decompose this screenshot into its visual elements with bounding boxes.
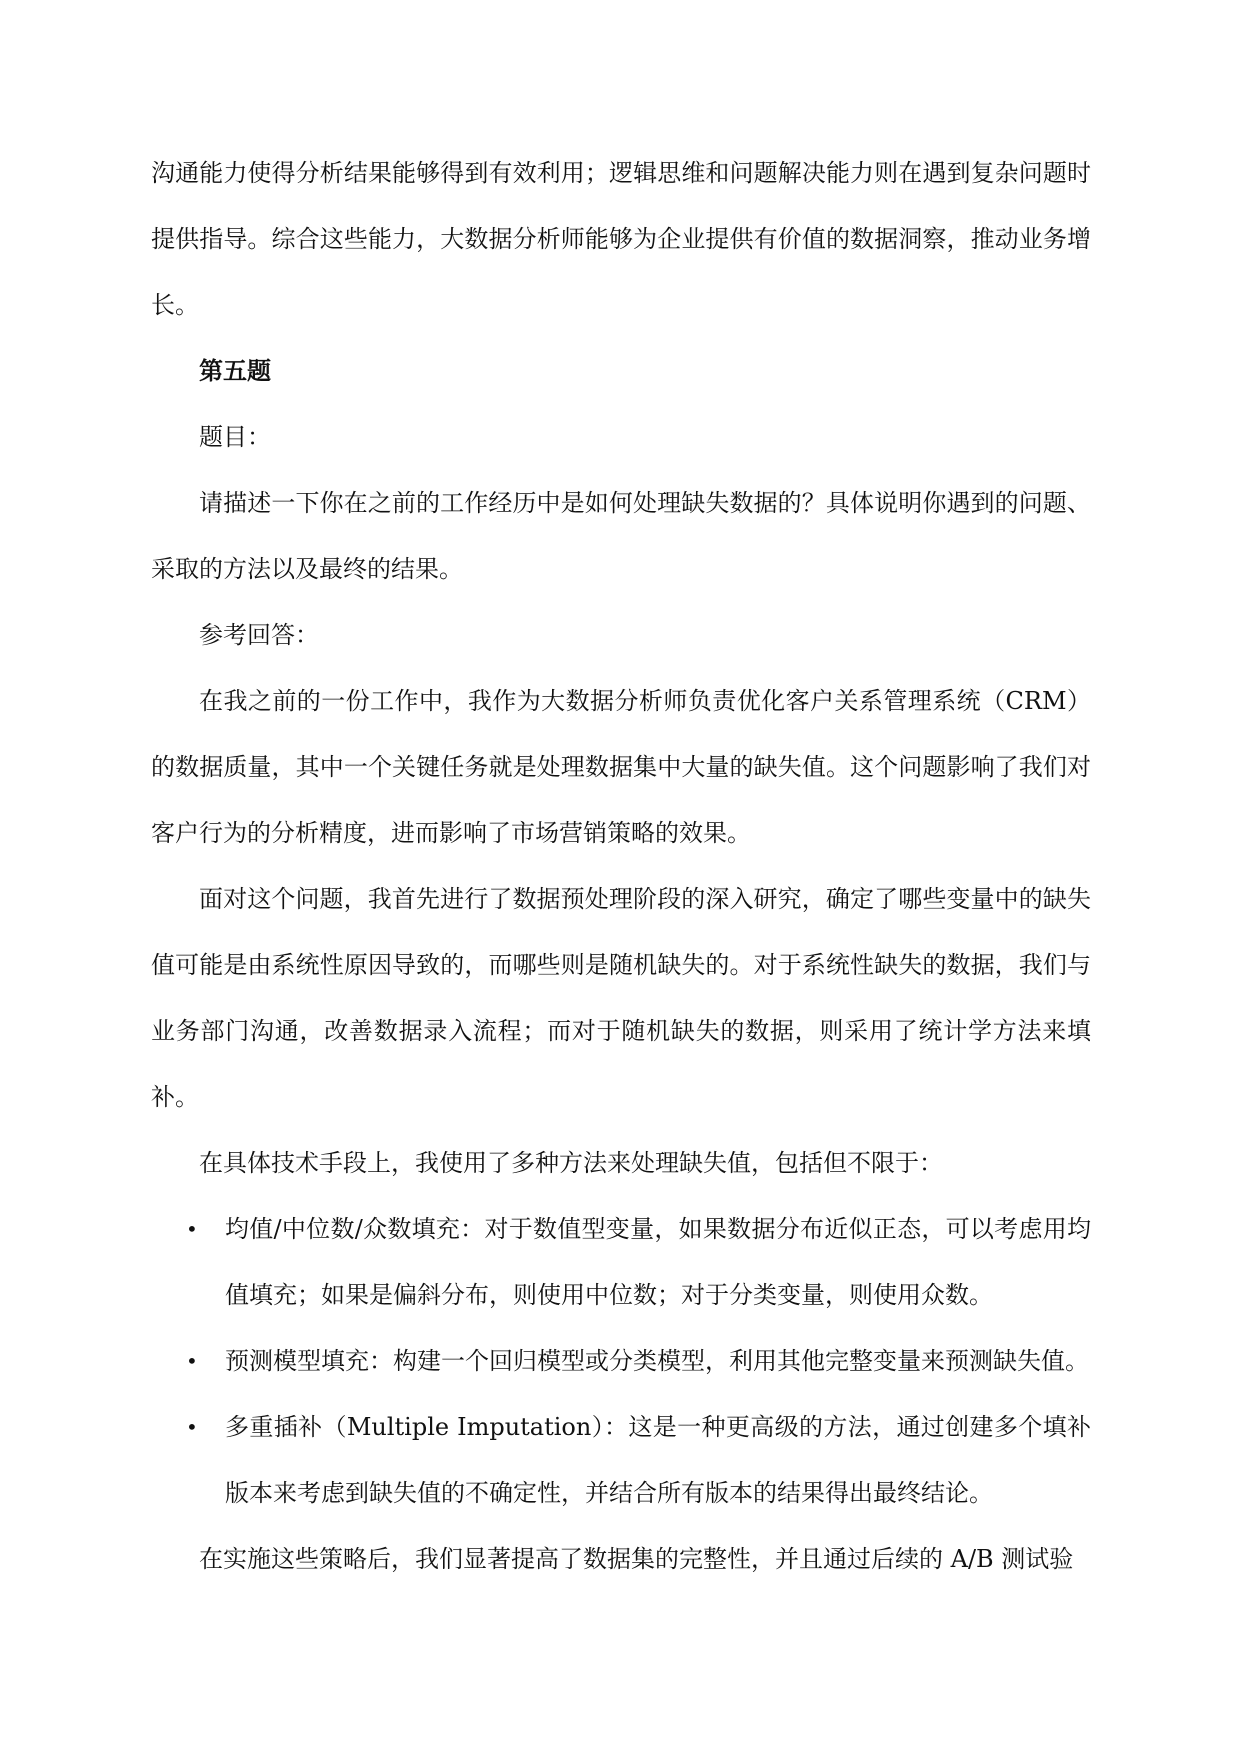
question-label: 题目：: [199, 423, 271, 451]
list-item-text: 均值/中位数/众数填充：对于数值型变量，如果数据分布近似正态，可以考虑用均值填充；如果是偏斜分布，则使用中位数；对于分类变量，则使用众数。: [225, 1215, 1091, 1309]
list-item-text: 预测模型填充：构建一个回归模型或分类模型，利用其他完整变量来预测缺失值。: [225, 1347, 1089, 1375]
bullet-icon: •: [186, 1217, 198, 1241]
continued-paragraph: 沟通能力使得分析结果能够得到有效利用；逻辑思维和问题解决能力则在遇到复杂问题时提供指导。综合这些能力，大数据分析师能够为企业提供有价值的数据洞察，推动业务增长。: [151, 159, 1091, 319]
bullet-icon: •: [186, 1349, 198, 1373]
answer-paragraph: 在我之前的一份工作中，我作为大数据分析师负责优化客户关系管理系统（CRM）的数据质量，其中一个关键任务就是处理数据集中大量的缺失值。这个问题影响了我们对客户行为的分析精度，进而影响了市场营销策略的效果。: [151, 687, 1091, 847]
section-heading: 第五题: [199, 356, 271, 385]
question-text: 请描述一下你在之前的工作经历中是如何处理缺失数据的？具体说明你遇到的问题、采取的方法以及最终的结果。: [151, 489, 1091, 583]
closing-paragraph: 在实施这些策略后，我们显著提高了数据集的完整性，并且通过后续的 A/B 测试验: [199, 1545, 1074, 1573]
method-list: [151, 1196, 1091, 1526]
document-body: [151, 140, 1091, 1592]
list-item: [151, 1196, 1091, 1328]
answer-label: 参考回答：: [199, 621, 319, 649]
list-item-text: 多重插补（Multiple Imputation）：这是一种更高级的方法，通过创建多个填补版本来考虑到缺失值的不确定性，并结合所有版本的结果得出最终结论。: [225, 1413, 1091, 1507]
answer-paragraph: 在具体技术手段上，我使用了多种方法来处理缺失值，包括但不限于：: [199, 1149, 943, 1177]
bullet-icon: •: [186, 1415, 198, 1439]
list-item: [151, 1328, 1091, 1394]
list-item: [151, 1394, 1091, 1526]
answer-paragraph: 面对这个问题，我首先进行了数据预处理阶段的深入研究，确定了哪些变量中的缺失值可能是由系统性原因导致的，而哪些则是随机缺失的。对于系统性缺失的数据，我们与业务部门沟通，改善数据录入流程；而对于随机缺失的数据，则采用了统计学方法来填补。: [151, 885, 1091, 1111]
